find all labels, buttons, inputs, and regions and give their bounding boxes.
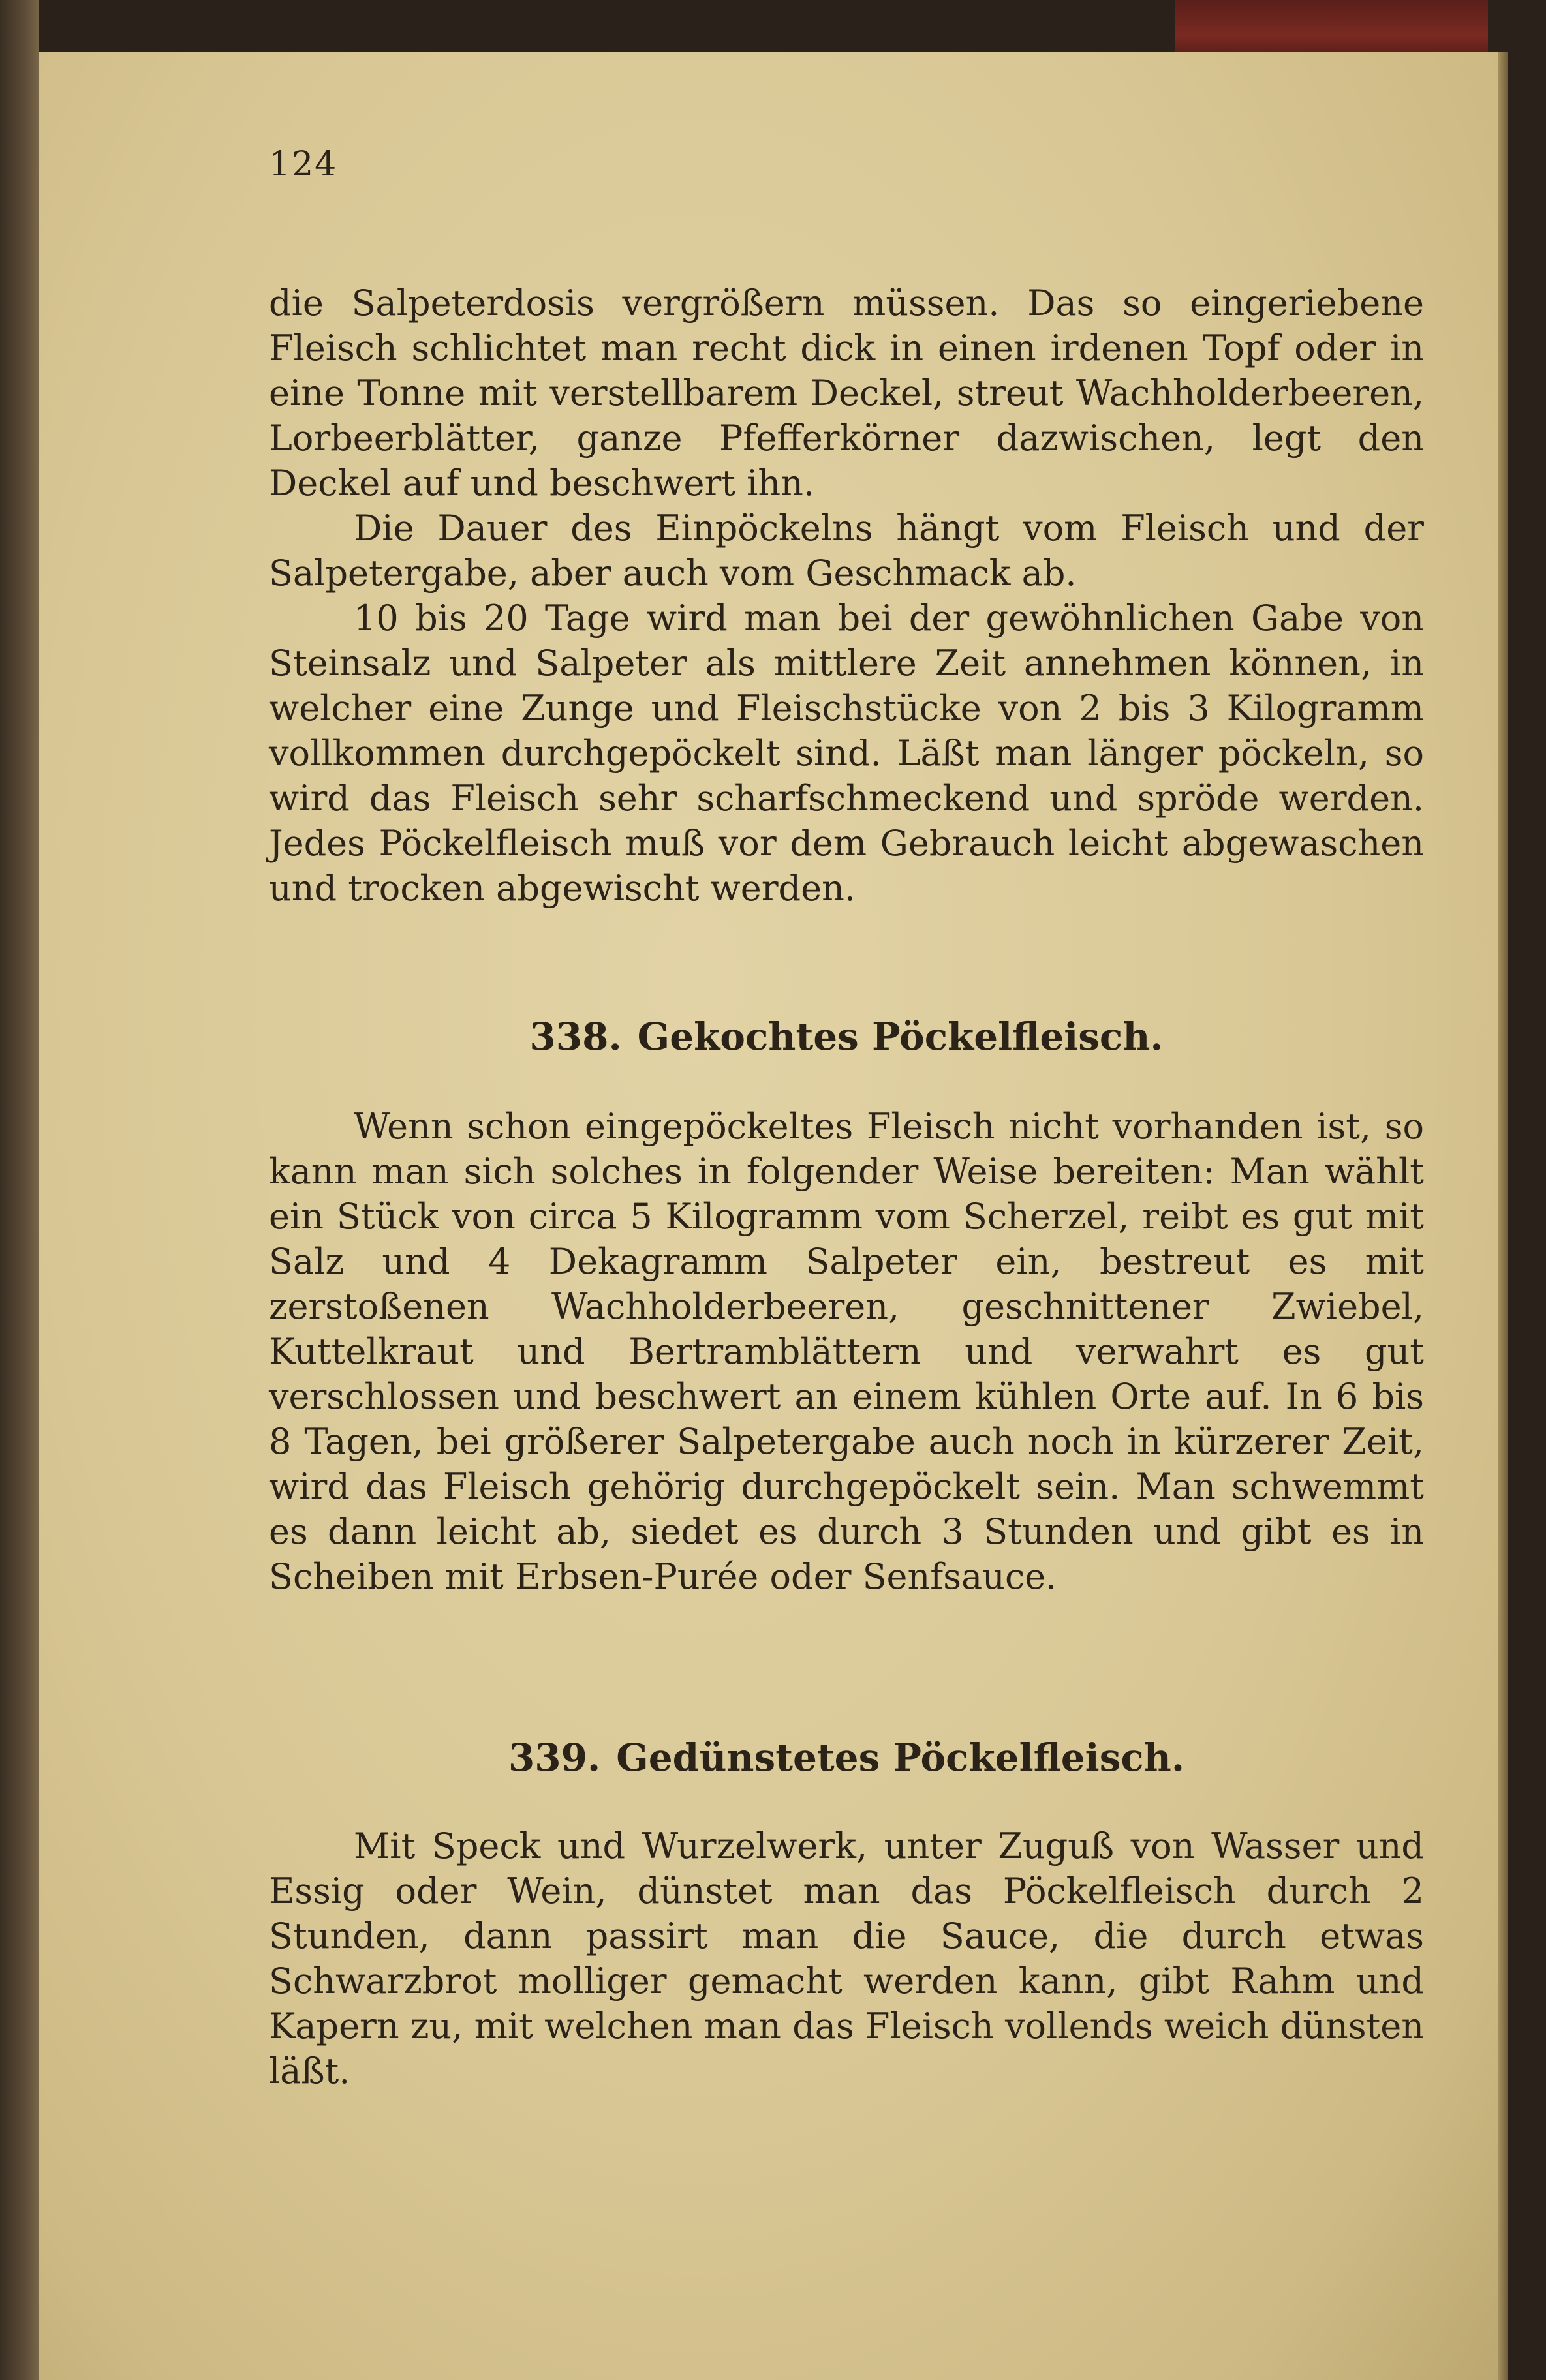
book-spine [0,0,39,2380]
intro-paragraph: Die Dauer des Einpöckelns hängt vom Fleisch und der Salpetergabe, aber auch vom Geschmack ab. [269,508,1424,594]
section-title: Gedünstetes Pöckelfleisch. [616,1735,1185,1780]
section-paragraph: Wenn schon eingepöckeltes Fleisch nicht vorhanden ist, so kann man sich solches in folgender Weise bereiten: Man wählt ein Stück von circa 5 Kilogramm vom Scherzel, reibt es gut mit Salz und 4 Dekagramm Salpeter ein, bestreut es mit zerstoßenen Wachholderbeeren, geschnittener Zwiebel, Kuttelkraut und Bertramblättern und verwahrt es gut verschlossen und beschwert an einem kühlen Orte auf. In 6 bis 8 Tagen, bei größerer Salpetergabe auch noch in kürzerer Zeit, wird das Fleisch gehörig durchgepöckelt sein. Man schwemmt es dann leicht ab, siedet es durch 3 Stunden und gibt es in Scheiben mit Erbsen-Purée oder Senfsauce. [269,1106,1424,1597]
page-edge [1498,52,1508,2380]
section-title: Gekochtes Pöckelfleisch. [637,1015,1164,1059]
section-number: 339. [508,1735,601,1780]
section-number: 338. [529,1015,622,1059]
section-338-text [269,1104,1424,1599]
intro-text [269,281,1424,911]
section-heading-338 [269,1015,1424,1059]
section-paragraph: Mit Speck und Wurzelwerk, unter Zuguß von Wasser und Essig oder Wein, dünstet man das Pöckelfleisch durch 2 Stunden, dann passirt man die Sauce, die durch etwas Schwarzbrot molliger gemacht werden kann, gibt Rahm und Kapern zu, mit welchen man das Fleisch vollends weich dünsten läßt. [269,1825,1424,2092]
intro-paragraph: die Salpeterdosis vergrößern müssen. Das so eingeriebene Fleisch schlichtet man recht dick in einen irdenen Topf oder in eine Tonne mit verstellbarem Deckel, streut Wachholderbeeren, Lorbeerblätter, ganze Pfefferkörner dazwischen, legt den Deckel auf und beschwert ihn. [269,282,1424,504]
intro-paragraph: 10 bis 20 Tage wird man bei der gewöhnlichen Gabe von Steinsalz und Salpeter als mittlere Zeit annehmen können, in welcher eine Zunge und Fleischstücke von 2 bis 3 Kilogramm vollkommen durchgepöckelt sind. Läßt man länger pöckeln, so wird das Fleisch sehr scharfschmeckend und spröde werden. Jedes Pöckelfleisch muß vor dem Gebrauch leicht abgewaschen und trocken abgewischt werden. [269,598,1424,909]
section-339-text [269,1823,1424,2094]
page-number: 124 [269,145,338,184]
section-heading-339 [269,1735,1424,1780]
